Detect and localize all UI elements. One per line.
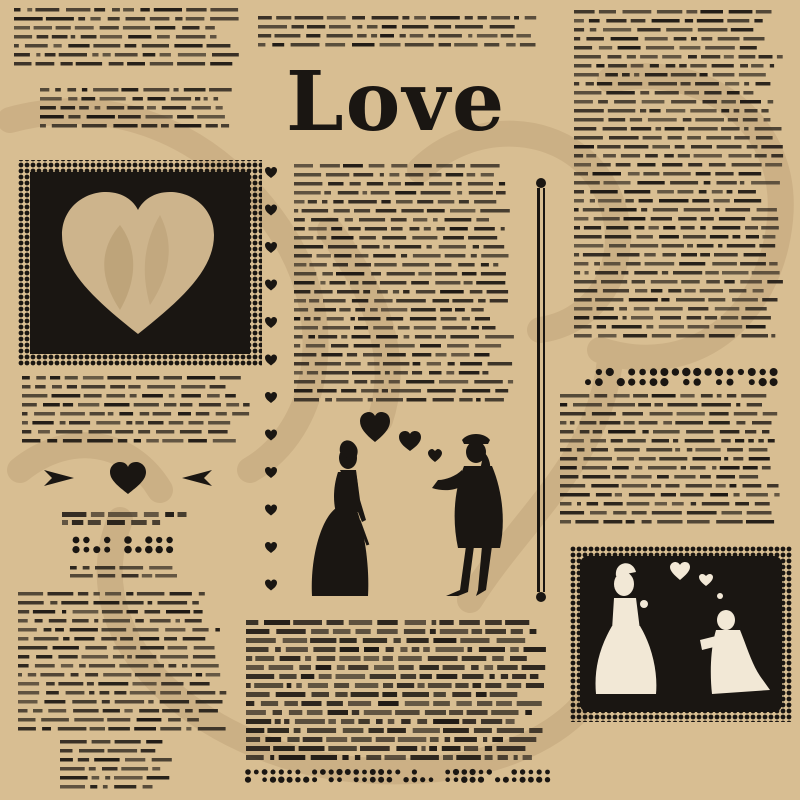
print-dot [727,369,734,376]
print-dot [124,546,132,554]
print-dot [650,368,657,375]
print-dot [83,537,89,543]
print-dot [738,369,744,375]
print-dot [639,369,646,376]
print-dot [595,378,603,386]
print-dot [748,368,756,376]
print-dot [596,369,602,375]
print-dot [759,378,767,386]
print-dot [93,546,100,553]
print-dot [694,378,701,385]
print-dot [628,379,635,386]
print-dot [660,368,668,376]
print-dot [166,546,173,553]
print-dot [639,379,645,385]
print-dot [84,547,90,553]
print-dot [682,368,690,376]
print-dot [672,368,679,375]
print-dot [73,537,80,544]
print-dot [585,379,591,385]
footer-headline [246,771,556,793]
print-dot [716,379,722,385]
print-dot [727,379,734,386]
print-dot [156,537,162,543]
print-dot [156,546,163,553]
print-dot [135,546,141,552]
page-title: Love [286,54,507,150]
print-dot [715,368,723,376]
print-dot [749,379,755,385]
print-dot [104,537,110,543]
print-dot [683,379,689,385]
print-dot [693,368,701,376]
print-dot [72,546,79,553]
print-dot [660,378,668,386]
print-dot [617,378,625,386]
print-dot [770,368,778,376]
print-dot [104,547,110,553]
print-dot [704,368,711,375]
print-dot [606,368,614,376]
print-dot [650,378,658,386]
print-dot [145,536,152,543]
print-dot [145,546,153,554]
print-dot [166,537,172,543]
print-dot [770,378,778,386]
print-dot [628,369,635,376]
print-dot [760,369,766,375]
print-dot [124,536,132,544]
